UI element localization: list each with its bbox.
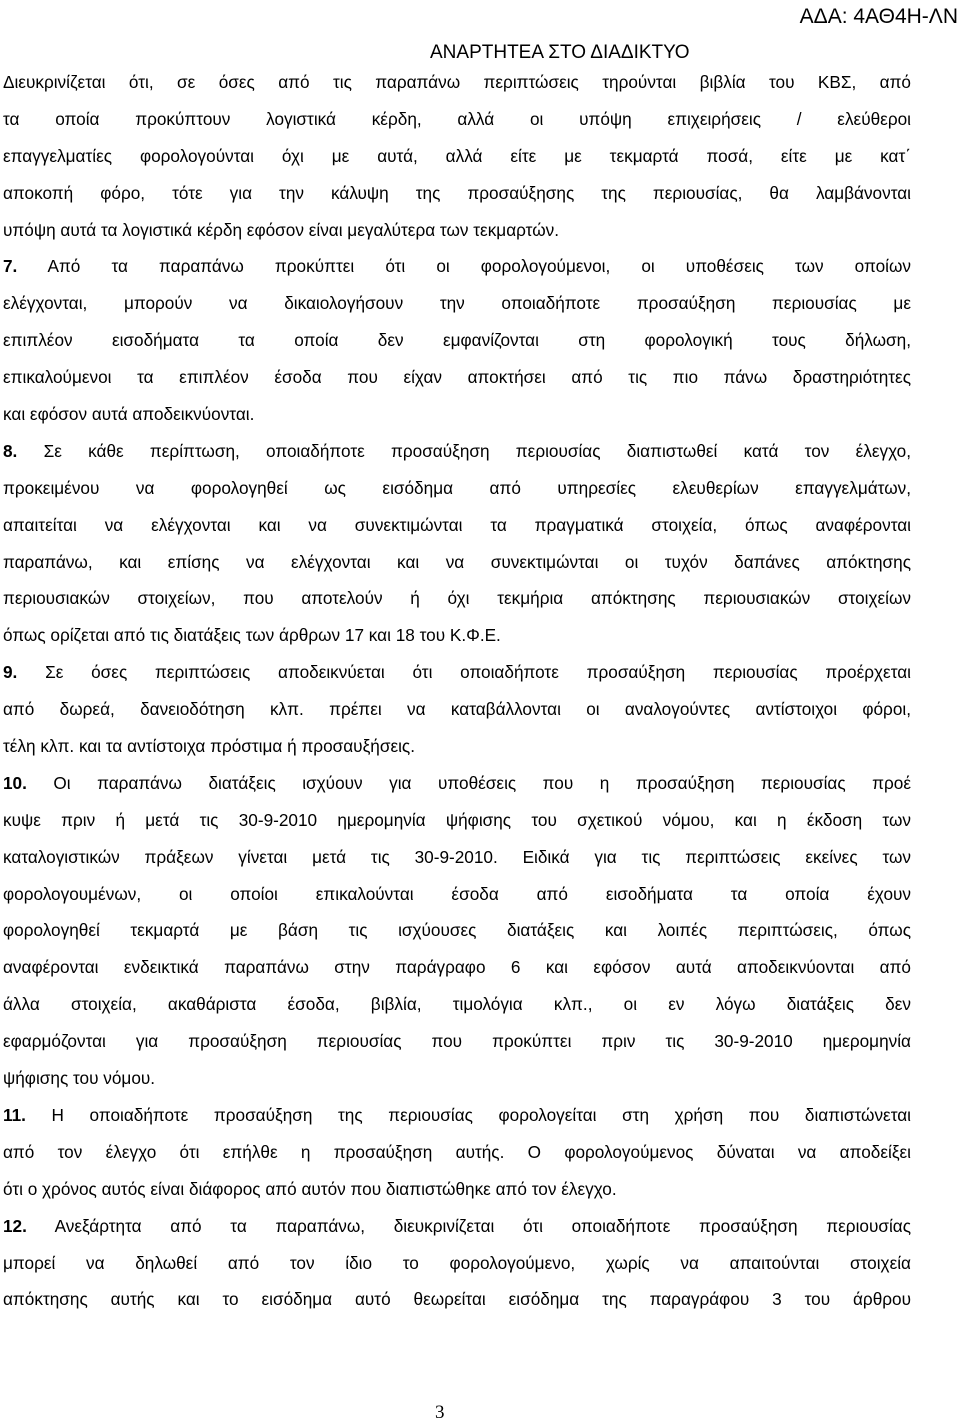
line-text: επιπλέον εισοδήματα τα οποία δεν εμφανίζονται στη φορολογική τους δήλωση, (3, 330, 911, 351)
text-line (3, 1097, 911, 1134)
line-text: τέλη κλπ. και τα αντίστοιχα πρόστιμα ή προσαυξήσεις. (3, 736, 415, 757)
text-line (3, 691, 911, 728)
line-text: καταλογιστικών πράξεων γίνεται μετά τις 30-9-2010. Ειδικά για τις περιπτώσεις εκείνες των (3, 846, 911, 867)
page-number: 3 (435, 1402, 445, 1423)
text-line (3, 248, 911, 285)
line-text: από δωρεά, δανειοδότηση κλπ. πρέπει να καταβάλλονται οι αναλογούντες αντίστοιχοι φόροι, (3, 699, 911, 720)
text-line (3, 175, 911, 212)
text-line (3, 433, 911, 470)
line-text: Σε κάθε περίπτωση, οποιαδήποτε προσαύξηση περιουσίας διαπιστωθεί κατά τον έλεγχο, (43, 440, 911, 461)
text-line (3, 359, 911, 396)
text-line (3, 728, 911, 765)
text-line (3, 876, 911, 913)
text-line (3, 1281, 911, 1318)
text-line (3, 396, 911, 433)
line-text: φορολογουμένων, οι οποίοι επικαλούνται έσοδα από εισοδήματα τα οποία έχουν (3, 883, 911, 904)
posted-online-notice: ΑΝΑΡΤΗΤΕΑ ΣΤΟ ΔΙΑΔΙΚΤΥΟ (430, 42, 690, 63)
text-line (3, 1171, 911, 1208)
text-line (3, 212, 911, 249)
paragraph-number: 7. (3, 256, 18, 277)
text-line (3, 1134, 911, 1171)
text-line (3, 101, 911, 138)
paragraph-number: 8. (3, 440, 18, 461)
paragraph-number: 9. (3, 662, 18, 683)
line-text: απόκτησης αυτής και το εισόδημα αυτό θεωρείται εισόδημα της παραγράφου 3 του άρθρου (3, 1289, 911, 1310)
text-line (3, 1208, 911, 1245)
text-line (3, 1023, 911, 1060)
line-text: Διευκρινίζεται ότι, σε όσες από τις παραπάνω περιπτώσεις τηρούνται βιβλία του ΚΒΣ, από (3, 72, 911, 92)
text-line (3, 544, 911, 581)
text-line (3, 138, 911, 175)
line-text: Ανεξάρτητα από τα παραπάνω, διευκρινίζεται ότι οποιαδήποτε προσαύξηση περιουσίας (54, 1215, 911, 1236)
line-text: ελέγχονται, μπορούν να δικαιολογήσουν την οποιαδήποτε προσαύξηση περιουσίας με (3, 293, 911, 314)
line-text: ότι ο χρόνος αυτός είναι διάφορος από αυτόν που διαπιστώθηκε από τον έλεγχο. (3, 1178, 617, 1199)
line-text: κυψε πριν ή μετά τις 30-9-2010 ημερομηνία ψήφισης του σχετικού νόμου, και η έκδοση των (3, 809, 911, 830)
text-line (3, 839, 911, 876)
line-text: εφαρμόζονται για προσαύξηση περιουσίας που προκύπτει πριν τις 30-9-2010 ημερομηνία (3, 1031, 911, 1052)
text-line (3, 64, 911, 101)
line-text: Οι παραπάνω διατάξεις ισχύουν για υποθέσεις που η προσαύξηση περιουσίας προέ (53, 772, 911, 793)
paragraph-number: 10. (3, 772, 27, 793)
line-text: μπορεί να δηλωθεί από τον ίδιο το φορολογούμενο, χωρίς να απαιτούνται στοιχεία (3, 1252, 911, 1273)
line-text: από τον έλεγχο ότι επήλθε η προσαύξηση αυτής. Ο φορολογούμενος δύναται να αποδείξει (3, 1141, 911, 1162)
line-text: και εφόσον αυτά αποδεικνύονται. (3, 404, 255, 425)
text-line (3, 470, 911, 507)
line-text: άλλα στοιχεία, ακαθάριστα έσοδα, βιβλία, τιμολόγια κλπ., οι εν λόγω διατάξεις δεν (3, 994, 911, 1015)
paragraph-number: 11. (3, 1104, 26, 1125)
text-line (3, 654, 911, 691)
text-line (3, 1060, 911, 1097)
text-line (3, 912, 911, 949)
line-text: υπόψη αυτά τα λογιστικά κέρδη εφόσον είναι μεγαλύτερα των τεκμαρτών. (3, 219, 560, 240)
text-line (3, 580, 911, 617)
text-line (3, 617, 911, 654)
text-line (3, 765, 911, 802)
line-text: Η οποιαδήποτε προσαύξηση της περιουσίας φορολογείται στη χρήση που διαπιστώνεται (51, 1104, 912, 1125)
line-text: τα οποία προκύπτουν λογιστικά κέρδη, αλλά οι υπόψη επιχειρήσεις / ελεύθεροι (3, 108, 911, 129)
line-text: προκειμένου να φορολογηθεί ως εισόδημα από υπηρεσίες ελευθερίων επαγγελμάτων, (3, 477, 911, 498)
ada-code: ΑΔΑ: 4ΑΘ4Η-ΛΝ (799, 5, 958, 28)
line-text: επικαλούμενοι τα επιπλέον έσοδα που είχαν αποκτήσει από τις πιο πάνω δραστηριότητες (3, 367, 911, 388)
text-line (3, 802, 911, 839)
text-line (3, 322, 911, 359)
line-text: απαιτείται να ελέγχονται και να συνεκτιμώνται τα πραγματικά στοιχεία, όπως αναφέρονται (3, 514, 911, 535)
document-body (3, 64, 911, 1318)
line-text: Σε όσες περιπτώσεις αποδεικνύεται ότι οποιαδήποτε προσαύξηση περιουσίας προέρχεται (45, 662, 911, 683)
line-text: περιουσιακών στοιχείων, που αποτελούν ή όχι τεκμήρια απόκτησης περιουσιακών στοιχείων (3, 588, 911, 609)
line-text: φορολογηθεί τεκμαρτά με βάση τις ισχύουσες διατάξεις και λοιπές περιπτώσεις, όπως (3, 920, 911, 941)
text-line (3, 1245, 911, 1282)
text-line (3, 986, 911, 1023)
text-line (3, 949, 911, 986)
text-line (3, 507, 911, 544)
line-text: επαγγελματίες φορολογούνται όχι με αυτά, αλλά είτε με τεκμαρτά ποσά, είτε με κατ΄ (3, 145, 911, 166)
line-text: ψήφισης του νόμου. (3, 1068, 156, 1089)
paragraph-number: 12. (3, 1215, 27, 1236)
line-text: αποκοπή φόρο, τότε για την κάλυψη της προσαύξησης της περιουσίας, θα λαμβάνονται (3, 182, 911, 203)
line-text: αναφέρονται ενδεικτικά παραπάνω στην παράγραφο 6 και εφόσον αυτά αποδεικνύονται από (3, 957, 911, 978)
line-text: όπως ορίζεται από τις διατάξεις των άρθρων 17 και 18 του Κ.Φ.Ε. (3, 625, 501, 646)
line-text: Από τα παραπάνω προκύπτει ότι οι φορολογούμενοι, οι υποθέσεις των οποίων (47, 256, 912, 277)
text-line (3, 285, 911, 322)
line-text: παραπάνω, και επίσης να ελέγχονται και να συνεκτιμώνται οι τυχόν δαπάνες απόκτησης (3, 551, 911, 572)
